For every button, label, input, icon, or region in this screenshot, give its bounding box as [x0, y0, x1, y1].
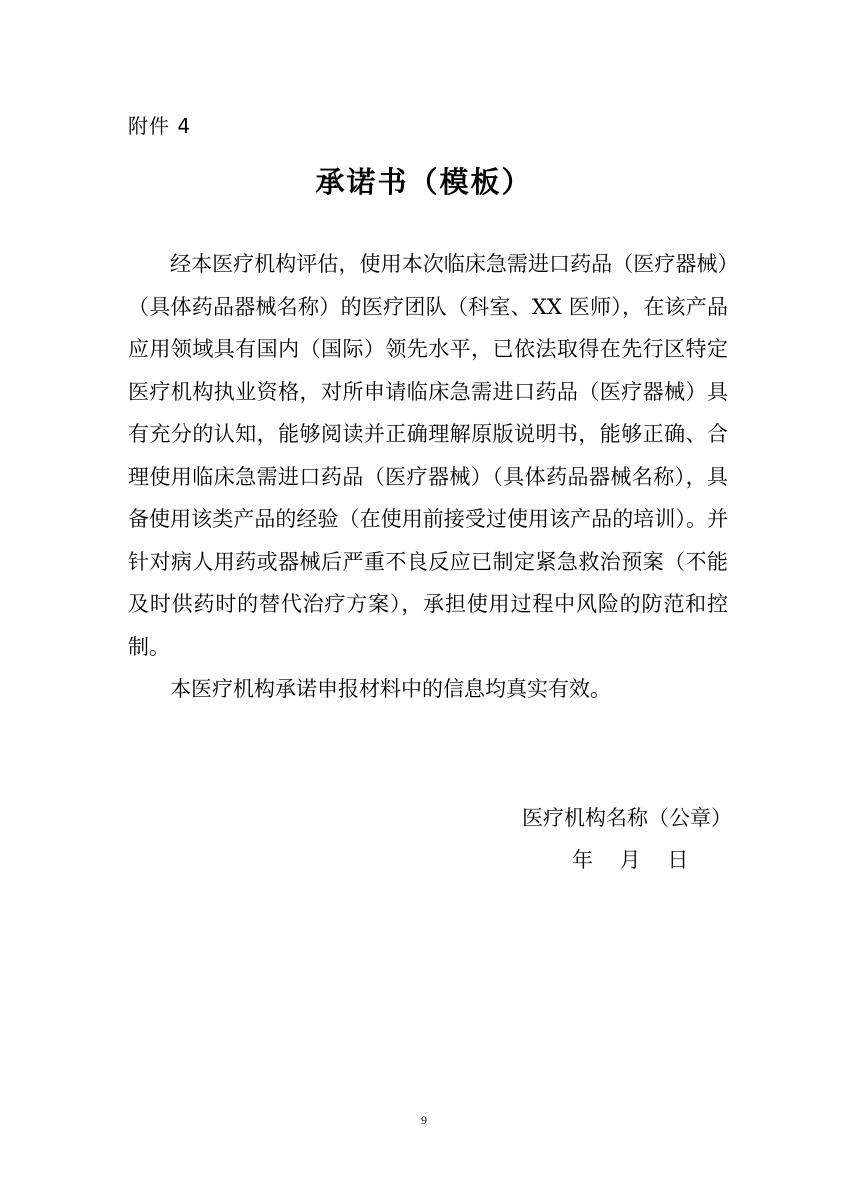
attachment-label: 附件 4 [128, 114, 192, 138]
signature-block [500, 797, 732, 881]
body-paragraph-2: 本医疗机构承诺申报材料中的信息均真实有效。 [170, 677, 611, 701]
page-title: 承诺书（模板） [315, 165, 533, 199]
date-line: 年 月 日 [572, 848, 689, 872]
body-paragraph-1: 经本医疗机构评估，使用本次临床急需进口药品（医疗器械）（具体药品器械名称）的医疗团队（科室、XX 医师），在该产品应用领域具有国内（国际）领先水平，已依法取得在先行区特定医疗机构执业资格，对所申请临床急需进口药品（医疗器械）具有充分的认知，能够阅读并正确理解原版说明书，能够正确、合理使用临床急需进口药品（医疗器械）（具体药品器械名称），具备使用该类产品的经验（在使用前接受过使用该产品的培训）。并针对病人用药或器械后严重不良反应已制定紧急救治预案（不能及时供药时的替代治疗方案），承担使用过程中风险的防范和控制。 [128, 252, 728, 659]
institution-name-seal: 医疗机构名称（公章） [522, 806, 732, 830]
page-number: 9 [421, 1113, 427, 1127]
commitment-body [128, 243, 728, 711]
